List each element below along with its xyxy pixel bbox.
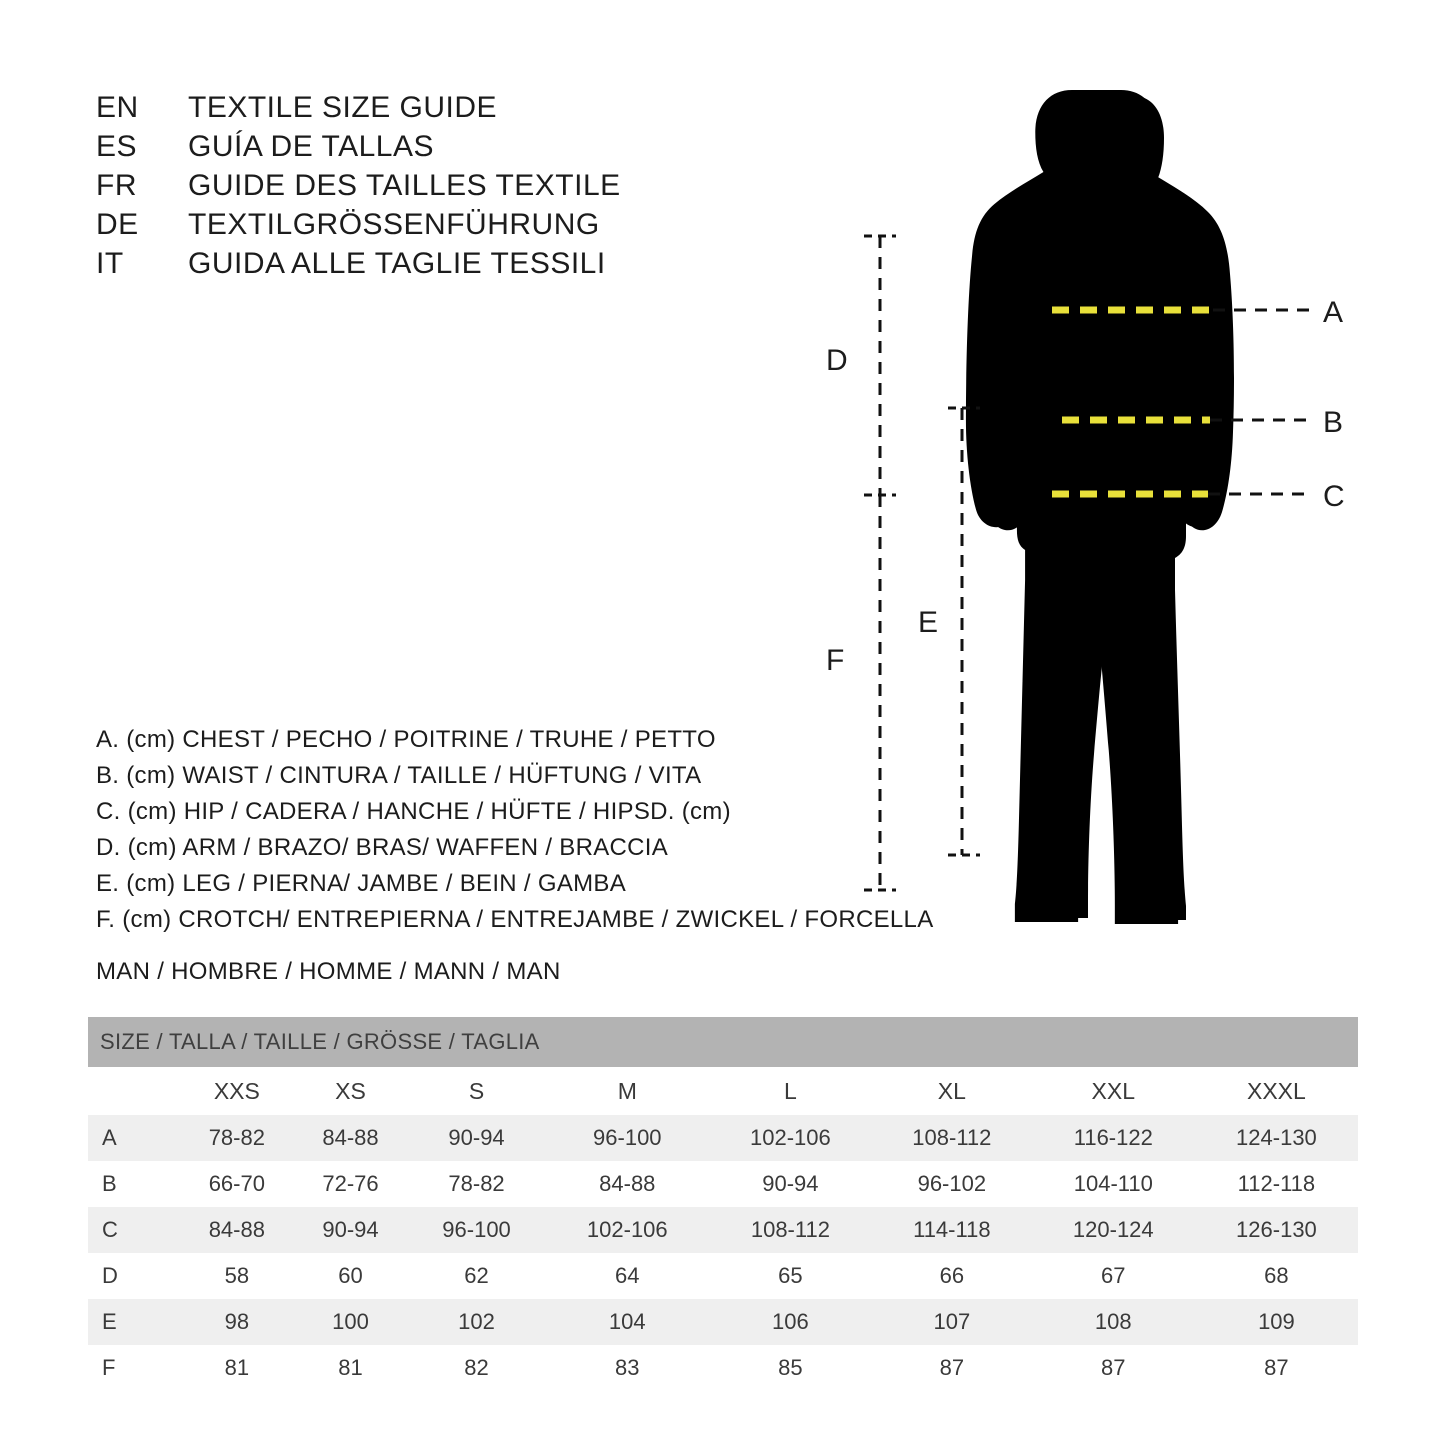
table-cell: 102-106	[546, 1207, 709, 1253]
language-code: EN	[96, 91, 139, 124]
table-cell: 104	[546, 1299, 709, 1345]
table-cell: 109	[1195, 1299, 1358, 1345]
label-f: F	[826, 644, 845, 677]
size-header-cell: XS	[294, 1067, 408, 1115]
language-title: GUIDA ALLE TAGLIE TESSILI	[188, 247, 606, 280]
language-row	[96, 244, 716, 283]
table-cell: 65	[709, 1253, 872, 1299]
table-row	[88, 1345, 1358, 1391]
language-code: IT	[96, 247, 124, 280]
table-cell: 66-70	[180, 1161, 294, 1207]
table-cell: 100	[294, 1299, 408, 1345]
table-cell: 78-82	[407, 1161, 545, 1207]
table-cell: 60	[294, 1253, 408, 1299]
label-b: B	[1323, 406, 1344, 439]
row-label: A	[88, 1115, 180, 1161]
gender-label: MAN / HOMBRE / HOMME / MANN / MAN	[96, 958, 561, 985]
table-cell: 68	[1195, 1253, 1358, 1299]
empty-corner-cell	[88, 1067, 180, 1115]
language-code: FR	[96, 169, 137, 202]
table-cell: 120-124	[1032, 1207, 1195, 1253]
language-title: GUÍA DE TALLAS	[188, 130, 434, 163]
table-header-band	[88, 1017, 1358, 1067]
row-label: E	[88, 1299, 180, 1345]
label-d: D	[826, 344, 848, 377]
language-code: DE	[96, 208, 139, 241]
table-cell: 81	[294, 1345, 408, 1391]
table-cell: 90-94	[407, 1115, 545, 1161]
table-cell: 102-106	[709, 1115, 872, 1161]
row-label: B	[88, 1161, 180, 1207]
label-c: C	[1323, 480, 1345, 513]
table-title: SIZE / TALLA / TAILLE / GRÖSSE / TAGLIA	[88, 1017, 1358, 1067]
table-cell: 102	[407, 1299, 545, 1345]
table-cell: 108	[1032, 1299, 1195, 1345]
silhouette-body-mass	[976, 96, 1234, 920]
table-cell: 114-118	[872, 1207, 1032, 1253]
table-cell: 96-100	[407, 1207, 545, 1253]
table-row	[88, 1299, 1358, 1345]
table-cell: 83	[546, 1345, 709, 1391]
language-row	[96, 127, 716, 166]
legend-item: F. (cm) CROTCH/ ENTREPIERNA / ENTREJAMBE / ZWICKEL / FORCELLA	[96, 906, 934, 933]
table-cell: 87	[1195, 1345, 1358, 1391]
table-cell: 84-88	[546, 1161, 709, 1207]
row-label: C	[88, 1207, 180, 1253]
table-cell: 106	[709, 1299, 872, 1345]
row-label: F	[88, 1345, 180, 1391]
table-cell: 90-94	[294, 1207, 408, 1253]
table-cell: 116-122	[1032, 1115, 1195, 1161]
table-cell: 112-118	[1195, 1161, 1358, 1207]
size-header-cell: XL	[872, 1067, 1032, 1115]
table-row	[88, 1253, 1358, 1299]
size-header-cell: XXL	[1032, 1067, 1195, 1115]
table-cell: 104-110	[1032, 1161, 1195, 1207]
legend-item: C. (cm) HIP / CADERA / HANCHE / HÜFTE / HIPSD. (cm)	[96, 798, 731, 825]
table-cell: 124-130	[1195, 1115, 1358, 1161]
table-cell: 108-112	[872, 1115, 1032, 1161]
legend-item: B. (cm) WAIST / CINTURA / TAILLE / HÜFTUNG / VITA	[96, 762, 702, 789]
table-row	[88, 1161, 1358, 1207]
table-cell: 98	[180, 1299, 294, 1345]
table-cell: 96-100	[546, 1115, 709, 1161]
language-title: TEXTILGRÖSSENFÜHRUNG	[188, 208, 600, 241]
table-cell: 62	[407, 1253, 545, 1299]
size-header-cell: XXXL	[1195, 1067, 1358, 1115]
table-cell: 72-76	[294, 1161, 408, 1207]
language-row	[96, 88, 716, 127]
language-title: GUIDE DES TAILLES TEXTILE	[188, 169, 621, 202]
table-cell: 96-102	[872, 1161, 1032, 1207]
table-cell: 67	[1032, 1253, 1195, 1299]
legend-item: A. (cm) CHEST / PECHO / POITRINE / TRUHE / PETTO	[96, 726, 716, 753]
table-cell: 126-130	[1195, 1207, 1358, 1253]
table-cell: 87	[1032, 1345, 1195, 1391]
language-title-list	[96, 88, 716, 283]
table-cell: 84-88	[294, 1115, 408, 1161]
legend-item: E. (cm) LEG / PIERNA/ JAMBE / BEIN / GAMBA	[96, 870, 627, 897]
table-row	[88, 1207, 1358, 1253]
label-e: E	[918, 606, 939, 639]
table-row	[88, 1115, 1358, 1161]
language-title: TEXTILE SIZE GUIDE	[188, 91, 498, 124]
table-cell: 78-82	[180, 1115, 294, 1161]
size-header-cell: L	[709, 1067, 872, 1115]
table-cell: 85	[709, 1345, 872, 1391]
size-header-cell: M	[546, 1067, 709, 1115]
table-cell: 90-94	[709, 1161, 872, 1207]
table-cell: 82	[407, 1345, 545, 1391]
table-cell: 84-88	[180, 1207, 294, 1253]
language-code: ES	[96, 130, 138, 163]
row-label: D	[88, 1253, 180, 1299]
language-row	[96, 205, 716, 244]
table-size-header-row	[88, 1067, 1358, 1115]
table-cell: 81	[180, 1345, 294, 1391]
size-header-cell: S	[407, 1067, 545, 1115]
table-cell: 58	[180, 1253, 294, 1299]
size-header-cell: XXS	[180, 1067, 294, 1115]
table-cell: 64	[546, 1253, 709, 1299]
table-cell: 108-112	[709, 1207, 872, 1253]
arm-measure-bracket	[864, 236, 896, 495]
legend-item: D. (cm) ARM / BRAZO/ BRAS/ WAFFEN / BRACCIA	[96, 834, 669, 861]
table-cell: 107	[872, 1299, 1032, 1345]
table-cell: 87	[872, 1345, 1032, 1391]
size-table	[88, 1017, 1358, 1391]
label-a: A	[1323, 296, 1344, 329]
table-cell: 66	[872, 1253, 1032, 1299]
language-row	[96, 166, 716, 205]
measurement-legend	[96, 722, 934, 938]
